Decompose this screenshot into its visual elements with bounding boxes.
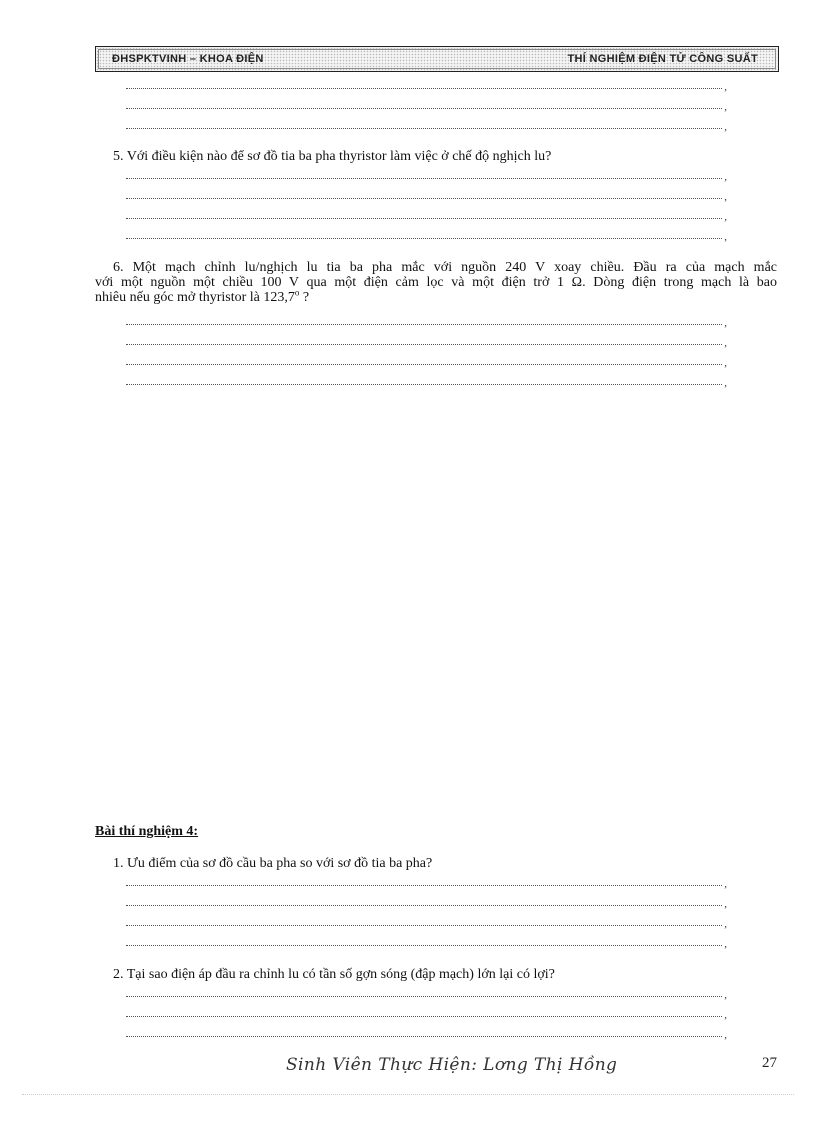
answer-line: [126, 875, 722, 886]
answer-line: [126, 1006, 722, 1017]
answer-line: [126, 168, 722, 179]
page-header: [95, 46, 779, 72]
question-6-line-3: [95, 287, 777, 305]
answer-line: [126, 1026, 722, 1037]
degree-superscript: o: [294, 287, 300, 298]
answer-line: [126, 208, 722, 219]
answer-line: [126, 935, 722, 946]
answer-line: [126, 188, 722, 199]
question-5: 5. Với điều kiện nào để sơ đồ tia ba pha thyristor làm việc ở chế độ nghịch lu?: [113, 149, 552, 164]
header-left-text: ĐHSPKTVINH – KHOA ĐIỆN: [112, 53, 264, 65]
section4-question-2: 2. Tại sao điện áp đầu ra chỉnh lu có tần số gợn sóng (đập mạch) lớn lại có lợi?: [113, 967, 555, 982]
page-bottom-border: [22, 1094, 794, 1095]
footer-author: Sinh Viên Thực Hiện: Lơng Thị Hồng: [286, 1055, 618, 1075]
answer-line: [126, 98, 722, 109]
answer-line: [126, 354, 722, 365]
answer-line: [126, 915, 722, 926]
answer-line: [126, 986, 722, 997]
page-number: 27: [762, 1055, 777, 1071]
question-6: [95, 260, 777, 305]
question-6-line-3-suffix: ?: [299, 290, 310, 305]
answer-line: [126, 374, 722, 385]
header-right-text: THÍ NGHIỆM ĐIỆN TỬ CÔNG SUẤT: [567, 53, 758, 65]
question-6-line-3-prefix: nhiêu nếu góc mở thyristor là 123,7: [95, 290, 295, 305]
answer-line: [126, 334, 722, 345]
answer-line: [126, 228, 722, 239]
section-title: Bài thí nghiệm 4:: [95, 824, 199, 839]
question-6-line-1: 6. Một mạch chỉnh lu/nghịch lu tia ba pha mắc với nguồn 240 V xoay chiều. Đầu ra của mạch mắc: [113, 260, 777, 275]
answer-line: [126, 78, 722, 89]
answer-line: [126, 314, 722, 325]
section4-question-1: 1. Ưu điểm của sơ đồ cầu ba pha so với sơ đồ tia ba pha?: [113, 856, 433, 871]
answer-line: [126, 118, 722, 129]
question-6-line-2: với một nguồn một chiều 100 V qua một điện cảm lọc và một điện trở 1 Ω. Dòng điện trong mạch là bao: [95, 275, 777, 290]
answer-line: [126, 895, 722, 906]
